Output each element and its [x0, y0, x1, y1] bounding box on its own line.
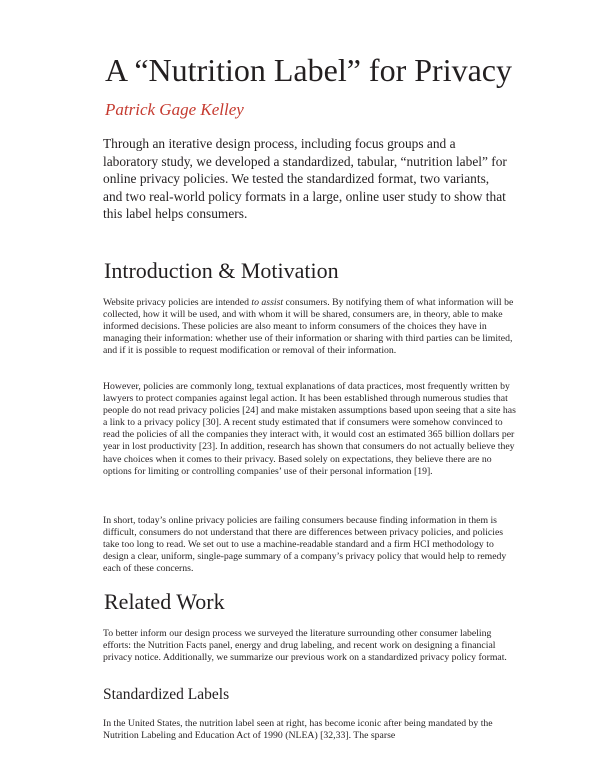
section-heading-introduction: Introduction & Motivation: [104, 258, 339, 283]
intro-paragraph-1: [103, 297, 521, 357]
intro-p1-after: consumers. By notifying them of what information will be collected, how it will be used, and with whom it will be shared, consumers are, in theory, able to make informed decisions. These policies are also meant to inform consumers of the choices they have in managing their information: whether use of their information or sharing with third parties can be limited, and if it is possible to request modification or removal of their information.: [103, 297, 514, 357]
related-paragraph-2: In the United States, the nutrition label seen at right, has become iconic after being mandated by the Nutrition Labeling and Education Act of 1990 (NLEA) [32,33]. The sparse: [103, 718, 493, 742]
abstract: Through an iterative design process, including focus groups and a laboratory study, we developed a standardized, tabular, “nutrition label” for online privacy policies. We tested the standardized format, two variants, and two real-world policy formats in a large, online user study to show that this label helps consumers.: [103, 136, 507, 222]
intro-paragraph-3: In short, today’s online privacy policies are failing consumers because finding information in them is difficult, consumers do not understand that there are differences between privacy policies, and policies take too long to read. We set out to use a machine-readable standard and a firm HCI methodology to design a clear, uniform, single-page summary of a company’s privacy policy that would help to remedy each of these concerns.: [103, 515, 507, 575]
subsection-heading-standardized-labels: Standardized Labels: [103, 686, 230, 703]
section-heading-related-work: Related Work: [104, 589, 225, 614]
intro-p1-before: Website privacy policies are intended: [103, 297, 252, 308]
paper-title: A “Nutrition Label” for Privacy: [105, 52, 512, 88]
intro-paragraph-2: However, policies are commonly long, textual explanations of data practices, most frequently written by lawyers to protect companies against legal action. It has been established through numerous studies that people do not read privacy policies [24] and make mistaken assumptions based upon seeing that a site has a link to a privacy policy [30]. A recent study estimated that if consumers were somehow convinced to read the policies of all the companies they interact with, it would cost an estimated 365 billion dollars per year in lost productivity [23]. In addition, research has shown that consumers do not actually believe they have choices when it comes to their privacy. Based solely on expectations, they believe there are no options for limiting or controlling companies’ use of their personal information [19].: [103, 381, 516, 477]
author-name: Patrick Gage Kelley: [105, 100, 244, 119]
intro-p1-emphasis: to assist: [251, 297, 284, 308]
related-paragraph-1: To better inform our design process we surveyed the literature surrounding other consumer labeling efforts: the Nutrition Facts panel, energy and drug labeling, and recent work on designing a financial privacy notice. Additionally, we summarize our previous work on a standardized privacy policy format.: [103, 628, 507, 664]
